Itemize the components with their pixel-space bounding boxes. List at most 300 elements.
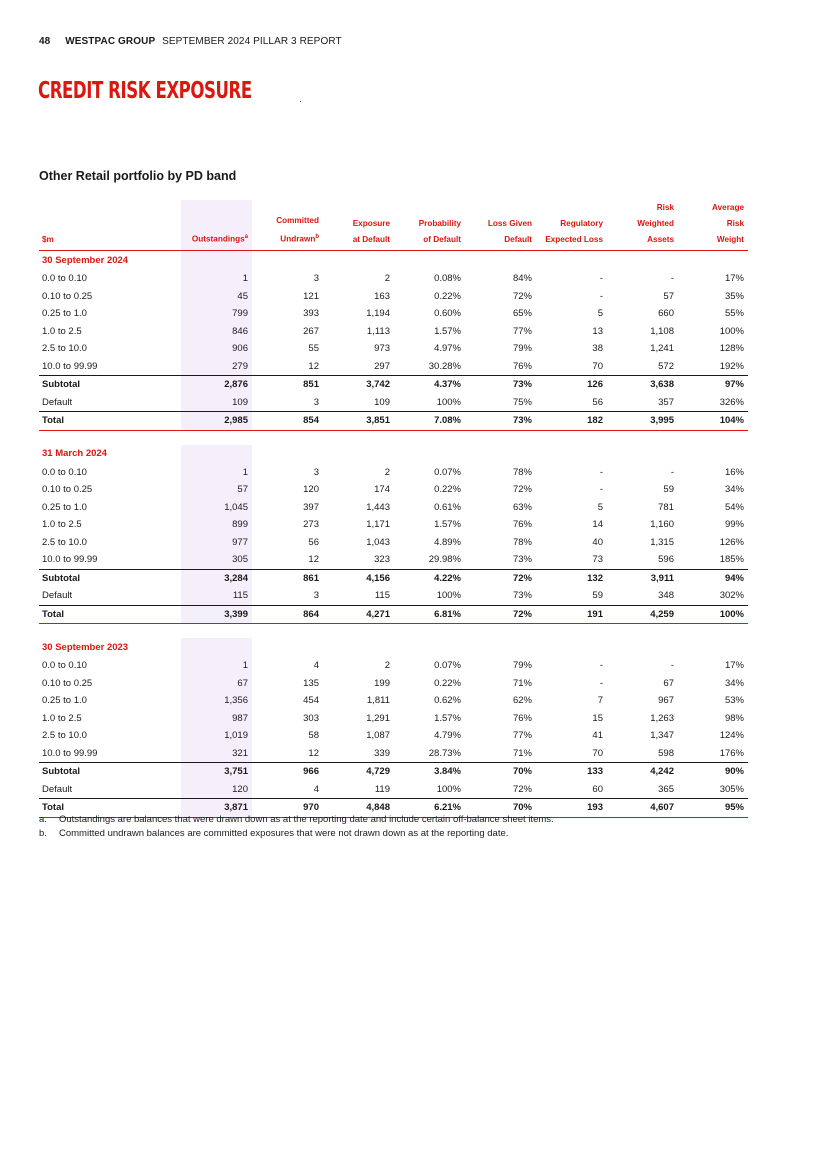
table-cell: 16% bbox=[724, 466, 744, 478]
table-cell: 977 bbox=[181, 534, 252, 552]
table-cell: 12 bbox=[308, 360, 319, 372]
table-cell: 303 bbox=[303, 712, 319, 724]
table-cell: 76% bbox=[512, 360, 532, 372]
table-row bbox=[39, 499, 748, 517]
table-cell: 1,347 bbox=[650, 730, 674, 741]
section-header-row bbox=[39, 445, 748, 464]
table-cell: 2 bbox=[384, 466, 390, 478]
table-cell: 128% bbox=[719, 343, 744, 354]
table-cell: 2 bbox=[384, 660, 390, 671]
table-cell: 1,087 bbox=[366, 730, 390, 741]
table-cell: 115 bbox=[181, 587, 252, 605]
table-cell: 73% bbox=[512, 590, 532, 601]
table-row bbox=[39, 657, 748, 675]
table-row bbox=[39, 288, 748, 306]
table-cell: 1,113 bbox=[366, 325, 390, 337]
column-header: Regulatory Expected Loss bbox=[536, 200, 607, 251]
table-cell: 75% bbox=[512, 396, 532, 408]
table-cell: 73 bbox=[592, 554, 603, 565]
table-cell: 3.84% bbox=[394, 763, 465, 781]
table-cell: 126 bbox=[536, 376, 607, 394]
table-row bbox=[39, 340, 748, 358]
table-cell: 393 bbox=[303, 308, 319, 319]
table-cell: 2 bbox=[384, 273, 390, 284]
pd-band-table bbox=[39, 200, 748, 818]
table-cell: 73% bbox=[512, 554, 532, 565]
spacer-cell bbox=[536, 624, 607, 639]
subtotal-row bbox=[39, 569, 748, 587]
table-cell: 1,263 bbox=[650, 712, 674, 724]
table-cell: 53% bbox=[724, 695, 744, 706]
table-cell: 70 bbox=[592, 360, 603, 372]
table-cell: 72% bbox=[512, 783, 532, 795]
table-cell: 84% bbox=[512, 273, 532, 284]
table-body bbox=[39, 251, 748, 818]
table-cell: 4,259 bbox=[607, 605, 678, 624]
column-header: Average Risk Weight bbox=[678, 200, 748, 251]
table-cell: - bbox=[599, 273, 603, 284]
default-row bbox=[39, 587, 748, 605]
row-label: Total bbox=[39, 412, 181, 431]
spacer-cell bbox=[39, 624, 181, 639]
table-cell bbox=[252, 638, 323, 657]
table-cell: 967 bbox=[658, 695, 674, 706]
table-cell bbox=[678, 445, 748, 464]
spacer-cell bbox=[607, 624, 678, 639]
row-label: 2.5 to 10.0 bbox=[42, 730, 87, 741]
table-cell: 3,638 bbox=[607, 376, 678, 394]
row-label: Default bbox=[42, 396, 73, 408]
table-cell: 305% bbox=[719, 783, 744, 795]
table-cell: 76% bbox=[512, 712, 532, 724]
table-cell: 5 bbox=[597, 308, 603, 319]
table-cell: 109 bbox=[374, 396, 390, 408]
table-cell: 163 bbox=[374, 290, 390, 302]
table-cell: 59 bbox=[592, 590, 603, 601]
table-cell: 55 bbox=[308, 343, 319, 354]
table-cell: 851 bbox=[252, 376, 323, 394]
column-header: Committed Undrawn$^b$ bbox=[252, 200, 323, 251]
table-cell: - bbox=[670, 466, 674, 478]
table-cell: 966 bbox=[252, 763, 323, 781]
spacer-cell bbox=[39, 430, 181, 445]
table-cell: 67 bbox=[663, 677, 674, 689]
table-cell: - bbox=[599, 484, 603, 495]
table-cell: 3,742 bbox=[323, 376, 394, 394]
table-cell: 1,171 bbox=[366, 519, 390, 530]
table-cell: 7 bbox=[597, 695, 603, 706]
table-cell bbox=[394, 445, 465, 464]
table-cell: - bbox=[670, 660, 674, 671]
table-row bbox=[39, 551, 748, 569]
table-cell: 77% bbox=[512, 325, 532, 337]
table-cell bbox=[181, 638, 252, 657]
table-cell: 3,995 bbox=[607, 412, 678, 431]
table-cell: 1 bbox=[181, 270, 252, 288]
table-cell: 13 bbox=[592, 325, 603, 337]
spacer-cell bbox=[678, 430, 748, 445]
spacer-cell bbox=[181, 624, 252, 639]
row-label: 1.0 to 2.5 bbox=[42, 712, 82, 724]
table-cell: 4.97% bbox=[434, 343, 461, 354]
table-row bbox=[39, 710, 748, 728]
table-cell: 0.61% bbox=[434, 501, 461, 513]
table-cell: 29.98% bbox=[428, 554, 461, 565]
table-cell: 4,729 bbox=[323, 763, 394, 781]
stray-dot bbox=[300, 101, 301, 102]
table-row bbox=[39, 516, 748, 534]
table-cell bbox=[536, 638, 607, 657]
table-cell: 133 bbox=[536, 763, 607, 781]
table-cell: 660 bbox=[658, 308, 674, 319]
row-label: 10.0 to 99.99 bbox=[42, 554, 98, 565]
table-cell: 1,160 bbox=[650, 519, 674, 530]
default-row bbox=[39, 781, 748, 799]
table-cell: 57 bbox=[181, 481, 252, 499]
table-cell bbox=[465, 638, 536, 657]
table-row bbox=[39, 534, 748, 552]
table-cell: 28.73% bbox=[428, 747, 461, 759]
table-cell: 0.62% bbox=[434, 695, 461, 706]
table-cell: 15 bbox=[592, 712, 603, 724]
table-cell: - bbox=[599, 660, 603, 671]
table-cell: 1.57% bbox=[434, 325, 461, 337]
table-cell: 38 bbox=[592, 343, 603, 354]
row-label: 2.5 to 10.0 bbox=[42, 536, 87, 548]
total-row bbox=[39, 412, 748, 431]
page-title: CREDIT RISK EXPOSURE bbox=[38, 78, 252, 104]
table-cell: 65% bbox=[512, 308, 532, 319]
table-cell: 34% bbox=[724, 677, 744, 689]
row-label: 30 September 2024 bbox=[42, 254, 129, 266]
table-cell: 17% bbox=[724, 660, 744, 671]
table-cell: 98% bbox=[724, 712, 744, 724]
table-cell: 120 bbox=[181, 781, 252, 799]
table-cell: 72% bbox=[465, 605, 536, 624]
table-cell: 100% bbox=[719, 325, 744, 337]
table-cell: 94% bbox=[678, 569, 748, 587]
table-cell: 1 bbox=[181, 464, 252, 482]
table-cell: 54% bbox=[724, 501, 744, 513]
row-label: 10.0 to 99.99 bbox=[42, 747, 98, 759]
table-cell: 1,315 bbox=[650, 536, 674, 548]
table-cell: 4,271 bbox=[323, 605, 394, 624]
table-cell: 3 bbox=[313, 590, 319, 601]
spacer-cell bbox=[252, 624, 323, 639]
table-cell bbox=[323, 445, 394, 464]
report-name: SEPTEMBER 2024 PILLAR 3 REPORT bbox=[162, 36, 342, 47]
table-cell: 4 bbox=[313, 660, 319, 671]
table-cell: 78% bbox=[512, 466, 532, 478]
column-header: Outstandings$^a$ bbox=[181, 200, 252, 251]
table-cell: 76% bbox=[512, 519, 532, 530]
section-header-row bbox=[39, 638, 748, 657]
table-cell: 97% bbox=[678, 376, 748, 394]
table-cell: 109 bbox=[181, 394, 252, 412]
row-label: 31 March 2024 bbox=[42, 448, 107, 460]
table-cell: 781 bbox=[658, 501, 674, 513]
table-cell: 0.07% bbox=[434, 660, 461, 671]
table-cell: 132 bbox=[536, 569, 607, 587]
table-cell: 55% bbox=[724, 308, 744, 319]
row-label: Subtotal bbox=[39, 569, 181, 587]
table-cell: 273 bbox=[303, 519, 319, 530]
row-label: 0.0 to 0.10 bbox=[42, 466, 87, 478]
table-cell: 0.22% bbox=[434, 677, 461, 689]
table-cell: 1.57% bbox=[434, 519, 461, 530]
row-label: 0.25 to 1.0 bbox=[42, 501, 87, 513]
table-cell: 30.28% bbox=[428, 360, 461, 372]
table-cell: 3 bbox=[313, 396, 319, 408]
table-cell: 596 bbox=[658, 554, 674, 565]
table-cell: 1,019 bbox=[181, 727, 252, 745]
footnote-text: Outstandings are balances that were drawn down as at the reporting date and include certain off-balance sheet items. bbox=[59, 814, 554, 825]
table-row bbox=[39, 270, 748, 288]
table-cell: 365 bbox=[658, 783, 674, 795]
section-spacer bbox=[39, 430, 748, 445]
footnote bbox=[39, 813, 554, 827]
table-cell: 4.37% bbox=[394, 376, 465, 394]
table-cell: 321 bbox=[181, 745, 252, 763]
table-cell: 3,851 bbox=[323, 412, 394, 431]
table-cell: 2,985 bbox=[181, 412, 252, 431]
table-cell: 12 bbox=[308, 554, 319, 565]
table-cell: 34% bbox=[724, 484, 744, 495]
table-cell: 41 bbox=[592, 730, 603, 741]
page-header bbox=[39, 36, 342, 47]
column-header: Risk Weighted Assets bbox=[607, 200, 678, 251]
table-cell: 199 bbox=[374, 677, 390, 689]
brand-name: WESTPAC GROUP bbox=[65, 36, 156, 47]
table-cell bbox=[607, 445, 678, 464]
row-label: 30 September 2023 bbox=[42, 641, 129, 653]
table-cell: 59 bbox=[663, 484, 674, 495]
spacer-cell bbox=[323, 430, 394, 445]
table-row bbox=[39, 323, 748, 341]
table-cell: 339 bbox=[374, 747, 390, 759]
table-cell: 35% bbox=[724, 290, 744, 302]
table-cell: 100% bbox=[678, 605, 748, 624]
table-cell bbox=[607, 638, 678, 657]
table-cell: 100% bbox=[436, 396, 461, 408]
table-cell: 3,911 bbox=[607, 569, 678, 587]
table-cell: 5 bbox=[597, 501, 603, 513]
row-label: 1.0 to 2.5 bbox=[42, 325, 82, 337]
row-label: 0.25 to 1.0 bbox=[42, 308, 87, 319]
table-cell: 973 bbox=[374, 343, 390, 354]
table-cell: - bbox=[670, 273, 674, 284]
table-cell: - bbox=[599, 290, 603, 302]
subtotal-row bbox=[39, 763, 748, 781]
table-cell: 192% bbox=[719, 360, 744, 372]
total-row bbox=[39, 605, 748, 624]
table-row bbox=[39, 692, 748, 710]
table-cell: 90% bbox=[678, 763, 748, 781]
spacer-cell bbox=[252, 430, 323, 445]
column-header: Exposure at Default bbox=[323, 200, 394, 251]
table-cell bbox=[252, 445, 323, 464]
table-cell: 899 bbox=[181, 516, 252, 534]
footnotes bbox=[39, 813, 554, 841]
table-cell: 970 bbox=[252, 799, 323, 818]
table-header-row bbox=[39, 200, 748, 251]
footnote-text: Committed undrawn balances are committed exposures that were not drawn down as at the reporting date. bbox=[59, 828, 509, 839]
table-cell: 56 bbox=[308, 536, 319, 548]
table-cell: 2,876 bbox=[181, 376, 252, 394]
column-header: Probability of Default bbox=[394, 200, 465, 251]
table-cell bbox=[181, 445, 252, 464]
table-cell: 267 bbox=[303, 325, 319, 337]
spacer-cell bbox=[465, 624, 536, 639]
table-cell: 1.57% bbox=[434, 712, 461, 724]
spacer-cell bbox=[678, 624, 748, 639]
table-cell: 40 bbox=[592, 536, 603, 548]
row-label: Subtotal bbox=[39, 376, 181, 394]
table-cell: 326% bbox=[719, 396, 744, 408]
table-cell: 1 bbox=[181, 657, 252, 675]
table-cell: 70% bbox=[465, 763, 536, 781]
table-cell: 115 bbox=[374, 590, 390, 601]
spacer-cell bbox=[394, 430, 465, 445]
row-label: 10.0 to 99.99 bbox=[42, 360, 98, 372]
table-cell: 4,242 bbox=[607, 763, 678, 781]
table-cell bbox=[181, 251, 252, 271]
table-cell: 1,194 bbox=[366, 308, 390, 319]
table-cell: 174 bbox=[374, 484, 390, 495]
row-label: 2.5 to 10.0 bbox=[42, 343, 87, 354]
table-cell bbox=[678, 638, 748, 657]
table-row bbox=[39, 305, 748, 323]
row-label: 0.10 to 0.25 bbox=[42, 484, 93, 495]
table-cell: 4.79% bbox=[434, 730, 461, 741]
table-cell: 70% bbox=[465, 799, 536, 818]
table-cell: 176% bbox=[719, 747, 744, 759]
row-label: Total bbox=[39, 799, 181, 818]
table-cell: 62% bbox=[512, 695, 532, 706]
table-title: Other Retail portfolio by PD band bbox=[39, 169, 237, 183]
table-cell: 3,284 bbox=[181, 569, 252, 587]
table-cell: 72% bbox=[465, 569, 536, 587]
table-cell: 73% bbox=[465, 376, 536, 394]
table-cell: 0.07% bbox=[434, 466, 461, 478]
table-cell: 79% bbox=[512, 660, 532, 671]
table-cell: 124% bbox=[719, 730, 744, 741]
table-row bbox=[39, 481, 748, 499]
table-cell: 3,751 bbox=[181, 763, 252, 781]
table-cell: 100% bbox=[436, 783, 461, 795]
table-row bbox=[39, 727, 748, 745]
table-cell: 987 bbox=[181, 710, 252, 728]
default-row bbox=[39, 394, 748, 412]
table-cell: 79% bbox=[512, 343, 532, 354]
table-cell: 57 bbox=[663, 290, 674, 302]
footnote-key: b. bbox=[39, 828, 47, 839]
spacer-cell bbox=[607, 430, 678, 445]
table-cell: 1,108 bbox=[650, 325, 674, 337]
subtotal-row bbox=[39, 376, 748, 394]
table-cell: 72% bbox=[512, 290, 532, 302]
table-cell bbox=[607, 251, 678, 271]
table-cell: 71% bbox=[512, 677, 532, 689]
table-cell bbox=[465, 251, 536, 271]
table-cell: 4,848 bbox=[323, 799, 394, 818]
table-cell: - bbox=[599, 466, 603, 478]
table-cell: 323 bbox=[374, 554, 390, 565]
table-cell: 906 bbox=[181, 340, 252, 358]
table-cell: 861 bbox=[252, 569, 323, 587]
table-cell: 4 bbox=[313, 783, 319, 795]
table-cell: 864 bbox=[252, 605, 323, 624]
table-cell: 12 bbox=[308, 747, 319, 759]
table-cell: 58 bbox=[308, 730, 319, 741]
table-cell: 4,156 bbox=[323, 569, 394, 587]
table-cell: 121 bbox=[303, 290, 319, 302]
column-header: Loss Given Default bbox=[465, 200, 536, 251]
table-cell bbox=[678, 251, 748, 271]
table-cell bbox=[536, 445, 607, 464]
table-cell: 56 bbox=[592, 396, 603, 408]
table-cell: 3,871 bbox=[181, 799, 252, 818]
row-label: Default bbox=[42, 783, 73, 795]
table-cell: 120 bbox=[303, 484, 319, 495]
table-cell: 7.08% bbox=[394, 412, 465, 431]
table-cell: 100% bbox=[436, 590, 461, 601]
table-cell: 279 bbox=[181, 358, 252, 376]
table-cell: 126% bbox=[719, 536, 744, 548]
table-cell: 0.60% bbox=[434, 308, 461, 319]
section-spacer bbox=[39, 624, 748, 639]
table-cell: 6.81% bbox=[394, 605, 465, 624]
table-cell: - bbox=[599, 677, 603, 689]
table-cell: 14 bbox=[592, 519, 603, 530]
table-cell bbox=[536, 251, 607, 271]
table-cell bbox=[394, 251, 465, 271]
spacer-cell bbox=[536, 430, 607, 445]
table-cell bbox=[323, 638, 394, 657]
table-cell: 119 bbox=[374, 783, 390, 795]
table-cell: 182 bbox=[536, 412, 607, 431]
table-cell: 3,399 bbox=[181, 605, 252, 624]
table-cell: 0.22% bbox=[434, 484, 461, 495]
table-cell: 193 bbox=[536, 799, 607, 818]
table-cell: 104% bbox=[678, 412, 748, 431]
table-cell: 67 bbox=[181, 675, 252, 693]
table-cell: 846 bbox=[181, 323, 252, 341]
table-cell: 17% bbox=[724, 273, 744, 284]
table-cell: 302% bbox=[719, 590, 744, 601]
table-cell: 297 bbox=[374, 360, 390, 372]
table-cell: 454 bbox=[303, 695, 319, 706]
table-row bbox=[39, 464, 748, 482]
table-cell: 1,291 bbox=[366, 712, 390, 724]
table-cell: 99% bbox=[724, 519, 744, 530]
table-cell: 598 bbox=[658, 747, 674, 759]
section-header-row bbox=[39, 251, 748, 271]
table-cell: 191 bbox=[536, 605, 607, 624]
table-cell: 3 bbox=[313, 273, 319, 284]
table-cell: 357 bbox=[658, 396, 674, 408]
table-cell: 0.22% bbox=[434, 290, 461, 302]
table-cell: 95% bbox=[678, 799, 748, 818]
table-cell: 3 bbox=[313, 466, 319, 478]
table-cell: 1,356 bbox=[181, 692, 252, 710]
table-cell: 4.89% bbox=[434, 536, 461, 548]
table-cell: 77% bbox=[512, 730, 532, 741]
row-label: 0.25 to 1.0 bbox=[42, 695, 87, 706]
table-cell: 0.08% bbox=[434, 273, 461, 284]
table-cell: 72% bbox=[512, 484, 532, 495]
table-cell: 63% bbox=[512, 501, 532, 513]
